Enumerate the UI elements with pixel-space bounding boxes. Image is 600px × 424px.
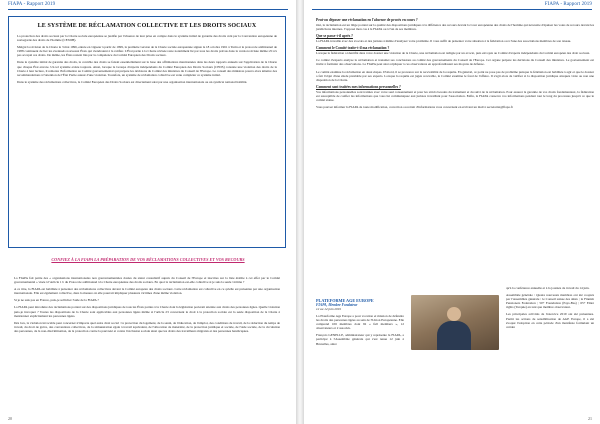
answer-paragraph: La FIAPA travaille avec des avocats et des juristes à même d'analyser votre problème. Il vous suffit de présenter votre situation à la fédération ou à l'une des associations membres de son réseau.	[316, 39, 572, 44]
answer-paragraph: Vos informations personnelles sont traitées avec votre seul consentement et pour les stricts besoins du traitement et du suivi de la réclamation. Pour assurer la garantie de vos droits fondamentaux, la fédération est susceptible de confier les informations que vous lui communiquez aux juristes travaillant pour l'association. Enfin, la FIAPA conserve vos informations pendant tout le long du processus jusqu'à ce que le comité statue.	[316, 89, 594, 103]
platform-date: 12 au 14 juin 2019	[316, 307, 341, 311]
header-rule	[8, 9, 288, 10]
info-box	[8, 16, 286, 248]
answer-paragraph: Ce comité d'experts analyse la réclamation et transmet ses conclusions au comité des gouvernements du Conseil de l'Europe. Cet organe prépare les décisions du Conseil des ministres. Le gouvernement est invité à formuler des observations. La FIAPA peut alors répliquer à ces observations en approfondissant ses moyens de défense.	[316, 58, 594, 67]
running-header-right: FIAPA - Rapport 2019	[544, 2, 592, 7]
column-paragraph: Les principales activités de l'exercice 2019 ont été présentées. Parmi les actions de sensibilisation de AGE Europe, il a été évoqué l'adoption en cette période d'un manifeste formulant un certain	[506, 312, 594, 329]
column-paragraph: qu'à la conférence annuelle et à la journée de travail du 14 juin.	[506, 286, 590, 290]
portrait-body	[437, 321, 471, 350]
box-title: LE SYSTÈME DE RÉCLAMATION COLLECTIVE ET LES DROITS SOCIAUX	[37, 23, 257, 29]
platform-subtitle: FIAPA, Membre Fondateur	[316, 303, 358, 307]
running-header-left: FIAPA - Rapport 2019	[8, 2, 56, 7]
body-paragraph: A ce titre, la FIAPA est habilitée à présenter des réclamations collectives devant le Comité européen des droits sociaux. Cette réclamation est collective en ce qu'elle est présentée par une organisation internationale. Elle est également collective, dans la mesure où elle pourrait impliquer plusieurs victimes d'une même violation.	[14, 287, 280, 296]
box-paragraph: Dans le système initial de garantie des droits, le contrôle des droits se faisait essentiellement sur la base des affirmations mentionnées dans les deux rapports annuels sur l'application de la Charte que chaque État envoie. Un tel système existe toujours. Ainsi, lorsque le Groupe d'experts indépendants du Comité Européen des Droits Sociaux (CEDS) constate une violation des droits de la Charte à leur lecture, il remonte l'information au Comité gouvernemental qui prépare les décisions du Comité des ministres du Conseil de l'Europe. Le conseil des ministres pourra alors émettre des recommandations à l'attention de l'État Partie auteur d'une violation. Toutefois, un système de réclamation collective est venu compléter ce système initial.	[17, 60, 277, 77]
book-gutter	[296, 0, 304, 424]
column-paragraph: Assemblée générale : Quatre nouveaux membres ont été cooptés par l'Assemblée générale : le Conseil suisse des aînés ; la Finnish Pensioners Federation ; 50+ Foundation (Pays-Bas) ; 65+ Elder rights (Turquie) en tant que membre observateur.	[506, 293, 594, 310]
header-rule	[312, 9, 592, 10]
box-paragraph: La protection des droits sociaux par la Charte sociale européenne se justifie par l'absence de leur prise en compte dans le système initial de garantie des droits créé par la Convention européenne de sauvegarde des droits de l'homme (CESDH).	[17, 34, 277, 43]
question-heading: Peut-on déposer une réclamation en l'absence de procès en cours ?	[316, 18, 418, 22]
body-paragraph: Dès lors, la violation invocable peut concerner n'importe quel autre droit social : la protection du logement, de la santé, de l'éducation, de l'emploi, des conditions de travail, de la réduction du temps de travail, du droit de grève, des conventions collectives, de la rémunération égale à travail équivalent, de l'allocation de maternité, de la protection juridique et sociale, de l'aide sociale, de la circulation des personnes, de la non-discrimination, de la protection contre la pauvreté et contre l'exclusion sociale ainsi que les droits des travailleurs migrants et des personnes handicapées.	[14, 320, 280, 333]
box-paragraph: Dans le système des réclamations collectives, le Comité Européen des Droits Sociaux est directement saisi par une organisation internationale ou un syndicat national habilité.	[17, 79, 248, 84]
right-page	[304, 0, 600, 424]
column-paragraph: François GENELLE, administrateur qui y représente la FIAPA, a participé à l'Assemblée générale qui s'est tenue 12 juin à Bruxelles, ainsi	[316, 333, 404, 346]
question-heading: Que se passe-t-il après ?	[316, 34, 353, 39]
question-heading: Comment sont traitées mes informations personnelles ?	[316, 84, 401, 89]
section-title: CONFIEZ À LA FIAPA LA PRÉPARATION DE VOS RÉCLAMATIONS COLLECTIVES ET VOS RECOURS	[51, 257, 245, 262]
body-paragraph: La FIAPA peut introduire des réclamations portant sur des dispositions juridiques de tous les États parties à la Charte dont la législation porterait atteinte aux droits des personnes âgées. Quelle violation puis-je invoquer ? Toutes les dispositions de la Charte sont applicables aux personnes âgées même si l'article 23 concernant le droit à la protection sociale est la seule disposition de la Charte à mentionner explicitement les personnes âgées.	[14, 305, 280, 318]
column-3	[506, 286, 594, 332]
left-page	[0, 0, 296, 424]
box-paragraph: Malgré la révision de la Charte le 3 mai 1996, entrée en vigueur à partir de 1999, la première version de la Charte sociale européenne signée le 18 octobre 1961 à Turin et le protocole additionnel de 1988 continuent de lier les éventuels nouveaux États qui viendraient à la ratifier. L'État partie à la Charte révisée reste notamment lié par tous les droits prévus dans la version révisée même s'il n'a pas accepté ces droits. De même, les États restent liés par la compétence du Comité Européen des Droits sociaux.	[17, 45, 277, 58]
contact-paragraph: Vous pouvez informer la FIAPA de toute modification, correction ou retrait d'informations vous concernant en écrivant un mail à secretariat@fiapa.fr	[316, 105, 513, 110]
answer-paragraph: Le comité examine la réclamation en deux étapes. D'abord, il se prononce sur la recevabilité de la requête. En général, ce point ne pose pas de problème puisque la fédération est habilitée à agir et que le dossier a fait l'objet d'une étude préalable par ses experts. Lorsque la requête est jugée recevable, le Comité examine le fond de l'affaire. Il s'agit alors de vérifier si la disposition juridique attaquée viole ou non une disposition de la Charte.	[316, 69, 594, 82]
platform-title: PLATEFORME AGE EUROPE	[316, 298, 374, 303]
column-paragraph: La Plateforme Age Europe a pour vocation et mission de défendre les droits des personnes âgées au sein de l'Union Européenne. Elle comprend 106 membres dont 92 « full members », 12 observateurs et 2 associés.	[316, 314, 404, 331]
left-body	[14, 276, 280, 336]
portrait-head	[447, 307, 461, 321]
body-paragraph: La FIAPA fait partie des « organisations internationales non gouvernementales dotées du statut consultatif auprès du Conseil de l'Europe et inscrites sur la liste établie à cet effet par le Comité gouvernemental » visée à l'Article 1 b du Protocole additionnel à la Charte européenne des droits sociaux. En quoi la réclamation est-elle collective si je suis la seule victime ?	[14, 276, 280, 285]
page-number-left: 20	[8, 416, 12, 421]
portrait-photo	[411, 295, 499, 350]
body-paragraph: Si je ne suis pas en France, puis-je solliciter l'aide de la FIAPA ?	[14, 298, 99, 303]
column-1	[316, 298, 404, 349]
question-heading: Comment le Comité traite-t-il ma réclamation ?	[316, 46, 390, 51]
answer-paragraph: Oui, la réclamation est un litige portant sur la qualité des dispositions juridiques à la différence des recours devant la Cour européenne des droits de l'homme qui nécessite d'épuiser les voies de recours devant les juridictions internes. J'opposé mon cas à la FIAPA ou à l'un de ses membres.	[316, 23, 594, 32]
right-body	[316, 16, 594, 112]
page-number-right: 21	[588, 416, 592, 421]
answer-paragraph: Lorsque la fédération a identifié dans votre dossier une violation de la Charte, une réclamation est rédigée par un avocat, puis envoyée au Comité d'experts indépendants du Comité européen des droit sociaux.	[316, 51, 590, 56]
